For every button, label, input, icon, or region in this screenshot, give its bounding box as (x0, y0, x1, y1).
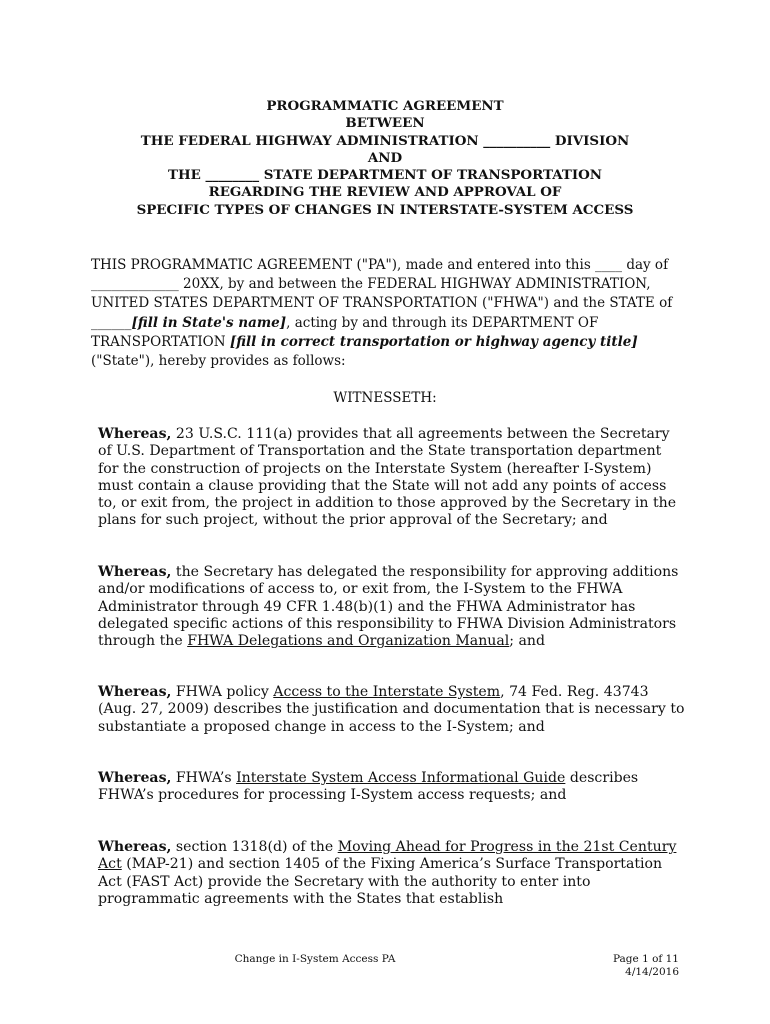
whereas-clause-5 (98, 839, 686, 908)
whereas-lead: Whereas, (98, 426, 172, 442)
whereas-clause-1 (98, 426, 686, 530)
access-guide-link[interactable]: Interstate System Access Informational Guide (236, 770, 566, 786)
whereas-lead: Whereas, (98, 839, 172, 855)
page-number: Page 1 of 11 (612, 953, 679, 965)
whereas-lead: Whereas, (98, 770, 172, 786)
clause-text: describes FHWA’s procedures for processing I-System access requests; and (98, 770, 639, 804)
footer-title: Change in I-System Access PA (234, 953, 396, 965)
whereas-clause-3 (98, 684, 686, 736)
agreement-title (60, 98, 710, 219)
title-line: REGARDING THE REVIEW AND APPROVAL OF (208, 184, 562, 201)
state-name-placeholder: [fill in State's name] (131, 314, 287, 331)
clause-text: (MAP-21) and section 1405 of the Fixing America’s Surface Transportation Act (FAST Act) provide the Secretary with the authority to enter into programmatic agreements with the States that establish (98, 856, 663, 907)
delegations-manual-link[interactable]: FHWA Delegations and Organization Manual (187, 633, 510, 650)
whereas-clause-4 (98, 770, 686, 805)
title-line: AND (367, 149, 403, 166)
agency-title-placeholder: [fill in correct transportation or highway agency title] (229, 333, 638, 350)
footer-page-info (613, 953, 679, 979)
clause-text: FHWA policy (171, 684, 274, 700)
intro-text: THIS PROGRAMMATIC AGREEMENT ("PA"), made and entered into this ____ day of _____________ 20XX, by and between the FEDERAL HIGHWAY ADMINISTRATION, UNITED STATES DEPARTMENT OF TRANSPORTATION ("FHWA") and the STATE of ______ (91, 257, 673, 331)
document-date: 4/14/2016 (625, 966, 679, 978)
clause-text: 23 U.S.C. 111(a) provides that all agreements between the Secretary of U.S. Department of Transportation and the State transportation department for the construction of projects on the Interstate System (hereafter I-System) must contain a clause providing that the State will not add any points of access to, or exit from, the project in addition to those approved by the Secretary in the plans for such project, without the prior approval of the Secretary; and (98, 426, 677, 529)
intro-text: , acting by and through its DEPARTMENT OF TRANSPORTATION (91, 314, 599, 350)
title-line: BETWEEN (345, 115, 425, 132)
whereas-lead: Whereas, (98, 564, 172, 580)
whereas-clause-2 (98, 564, 686, 650)
map21-link[interactable]: Moving Ahead for Progress in the 21st Century Act (98, 839, 677, 873)
clause-text: ; and (509, 633, 546, 650)
title-line: SPECIFIC TYPES OF CHANGES IN INTERSTATE-SYSTEM ACCESS (136, 201, 634, 218)
whereas-lead: Whereas, (98, 684, 172, 700)
intro-text: ("State"), hereby provides as follows: (91, 353, 346, 370)
title-line: THE FEDERAL HIGHWAY ADMINISTRATION __________ DIVISION (140, 132, 630, 149)
intro-paragraph (91, 256, 691, 371)
access-policy-link[interactable]: Access to the Interstate System (273, 684, 501, 700)
witnesseth-heading: WITNESSETH: (333, 390, 437, 406)
clause-text: section 1318(d) of the (171, 839, 338, 855)
clause-text: , 74 Fed. Reg. 43743 (Aug. 27, 2009) describes the justification and documentation that is necessary to substantiate a proposed change in access to the I-System; and (98, 684, 685, 735)
title-line: THE ________ STATE DEPARTMENT OF TRANSPORTATION (167, 167, 603, 184)
clause-text: FHWA’s (171, 770, 237, 786)
clause-text: the Secretary has delegated the responsibility for approving additions and/or modifications of access to, or exit from, the I-System to the FHWA Administrator through 49 CFR 1.48(b)(1) and the FHWA Administrator has delegated specific actions of this responsibility to FHWA Division Administrators through the (98, 564, 679, 650)
title-line: PROGRAMMATIC AGREEMENT (266, 98, 504, 114)
